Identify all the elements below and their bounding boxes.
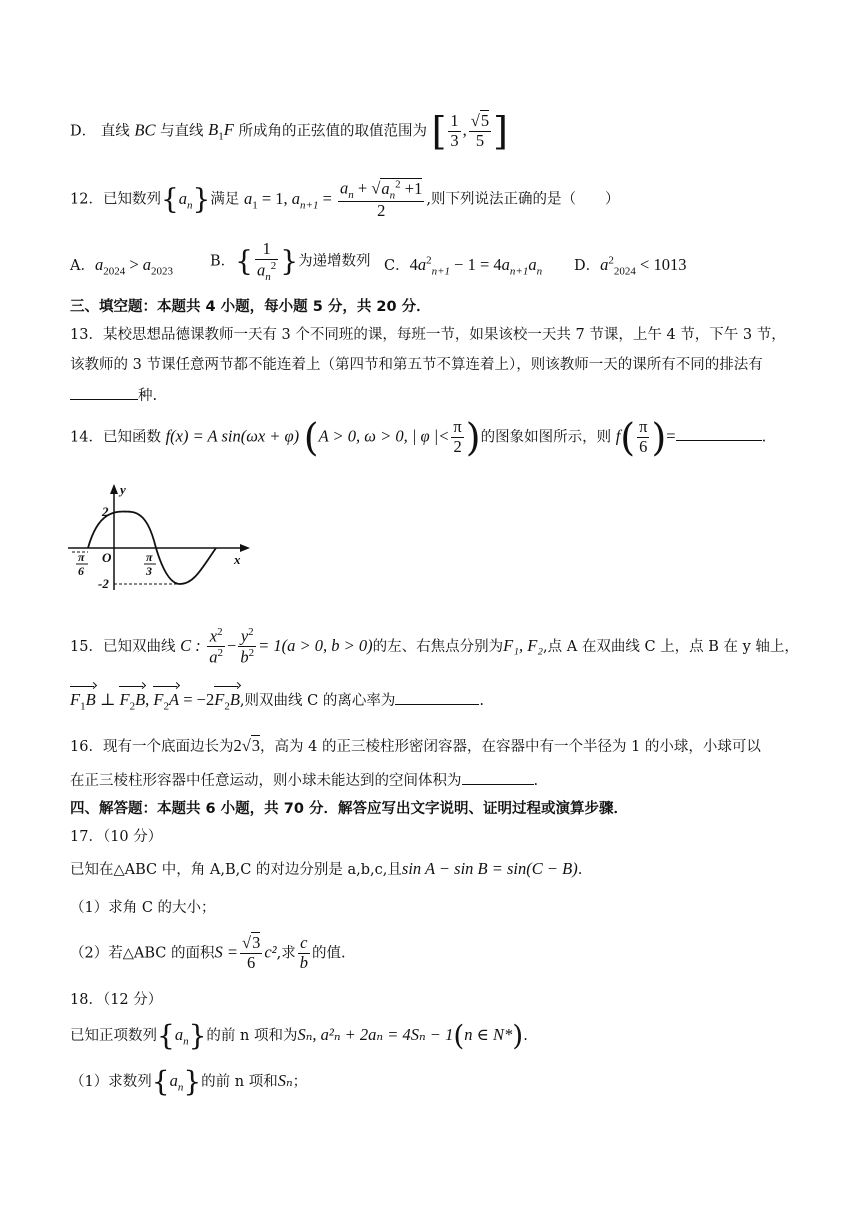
right-bracket: ] [493, 109, 508, 154]
option-label: D． [70, 123, 97, 140]
math-b1f: $B_1F$ [208, 120, 234, 143]
answer-blank[interactable] [462, 770, 534, 785]
q17-stem: 已知在△ABC 中，角 A,B,C 的对边分别是 a,b,c,且sin A − sin B = sin(C − B). [70, 859, 583, 878]
section-4-heading: 四、解答题：本题共 6 小题，共 70 分．解答应写出文字说明、证明过程或演算步骤． [70, 801, 628, 817]
y-axis-arrow [110, 484, 118, 494]
q16-line-2: 在正三棱柱形容器中任意运动，则小球未能达到的空间体积为 . [70, 770, 538, 791]
q12-option-a: A．$a_{2024} > a_{2023}$ [70, 255, 174, 278]
recurrence-fraction: $\frac{a_n + √a_n^2 +1}{2}$ [340, 178, 423, 221]
text: 满足 [210, 191, 240, 208]
condition: A > 0, ω > 0, | φ |< [318, 426, 450, 446]
recurrence: $a_1 = 1$, $a_{n+1}$ = [243, 188, 337, 211]
answer-blank[interactable] [395, 690, 479, 705]
q18-stem: 已知正项数列$\{a_n\}$的前 n 项和为Sₙ, a²ₙ + 2aₙ = 4Sₙ − 1(n ∈ N*). [70, 1019, 528, 1052]
right-tick-num: π [146, 550, 153, 564]
answer-blank[interactable] [70, 385, 138, 400]
q12-option-d: D．$a^2_{2024} < 1013$ [574, 254, 687, 278]
right-tick-den: 3 [146, 564, 152, 578]
q17-part-2: （2）若△ABC 的面积S = $\frac{√3}{6}$ c²,求 $\frac{c}{b}$ 的值. [70, 933, 346, 972]
math-an: $a_n$ [178, 188, 193, 211]
q12-option-c: C．$4a^2_{n+1} - 1 = 4a_{n+1}a_n$ [384, 254, 543, 278]
text: 所成角的正弦值的取值范围为 [238, 123, 427, 140]
text: 直线 [100, 123, 130, 140]
x-axis-arrow [240, 544, 250, 552]
section-3-heading: 三、填空题：本题共 4 小题，每小题 5 分，共 20 分． [70, 299, 431, 315]
q17-header: 17．（10 分） [70, 829, 163, 845]
left-tick-num: π [78, 550, 85, 564]
text: 已知数列 [102, 191, 161, 208]
side-length: 2√3 [233, 736, 261, 755]
origin-label: O [102, 550, 112, 565]
question-number: 12． [70, 191, 103, 208]
fraction-sqrt5-5: $\frac{√5}{5}$ [470, 111, 490, 150]
q11-option-d: D． 直线 BC 与直线 $B_1F$ 所成角的正弦值的取值范围为 [ $\frac{1}{3}$ , $\frac{√5}{5}$ ] [70, 109, 508, 154]
text: ,则下列说法正确的是（ ） [426, 191, 620, 208]
text: 与直线 [160, 123, 204, 140]
q14-stem: 14．已知函数 f(x) = A sin(ωx + φ) (A > 0, ω > 0, | φ |< $\frac{\pi}{2}$ )的图象如图所示，则 f( $\frac{\pi}{6}$ )= . [70, 415, 767, 460]
q17-part-1: （1）求角 C 的大小； [70, 900, 216, 916]
sine-graph [66, 482, 256, 594]
q18-part-1: （1）求数列$\{a_n\}$的前 n 项和Sₙ； [70, 1065, 308, 1098]
y-min-label: -2 [98, 576, 109, 591]
brace: } [192, 182, 211, 216]
q13-line-2: 该教师的 3 节课任意两节都不能连着上（第四节和第五节不算连着上），则该教师一天的课所有不同的排法有 [70, 357, 763, 373]
brace: { [160, 182, 179, 216]
q12-option-b: B．{ $\frac{1}{a_n^2}$ }为递增数列 [210, 239, 371, 283]
q13-line-1: 13．某校思想品德课教师一天有 3 个不同班的课，每班一节，如果该校一天共 7 节课，上午 4 节，下午 3 节， [70, 327, 786, 343]
fraction-1-3: $\frac{1}{3}$ [450, 111, 459, 150]
q15-stem-line-1: 15．已知双曲线 C : $\frac{x^2}{a^2}$ − $\frac{y^2}{b^2}$ = 1(a > 0, b > 0)的左、右焦点分别为F₁, F₂,点 A 在双曲线 C 上，点 B 在 y 轴上， [70, 626, 799, 667]
q12-stem [70, 178, 619, 221]
answer-blank[interactable] [676, 426, 762, 441]
q16-line-1: 16．现有一个底面边长为2√3，高为 4 的正三棱柱形密闭容器，在容器中有一个半径为 1 的小球，小球可以 [70, 736, 761, 755]
left-bracket: [ [431, 109, 447, 154]
left-tick-den: 6 [78, 564, 84, 578]
q13-line-3: 种. [70, 385, 157, 406]
math-bc: BC [134, 120, 156, 140]
y-max-label: 2 [102, 504, 109, 519]
y-label: y [120, 482, 126, 497]
q18-header: 18．（12 分） [70, 992, 163, 1008]
q15-stem-line-2: $F_1B$ ⊥ $F_2B$, $F_2A = -2F_2B$,则双曲线 C 的离心率为 . [70, 688, 484, 715]
function-expr: f(x) = A sin(ωx + φ) [165, 426, 300, 446]
x-label: x [234, 552, 241, 567]
